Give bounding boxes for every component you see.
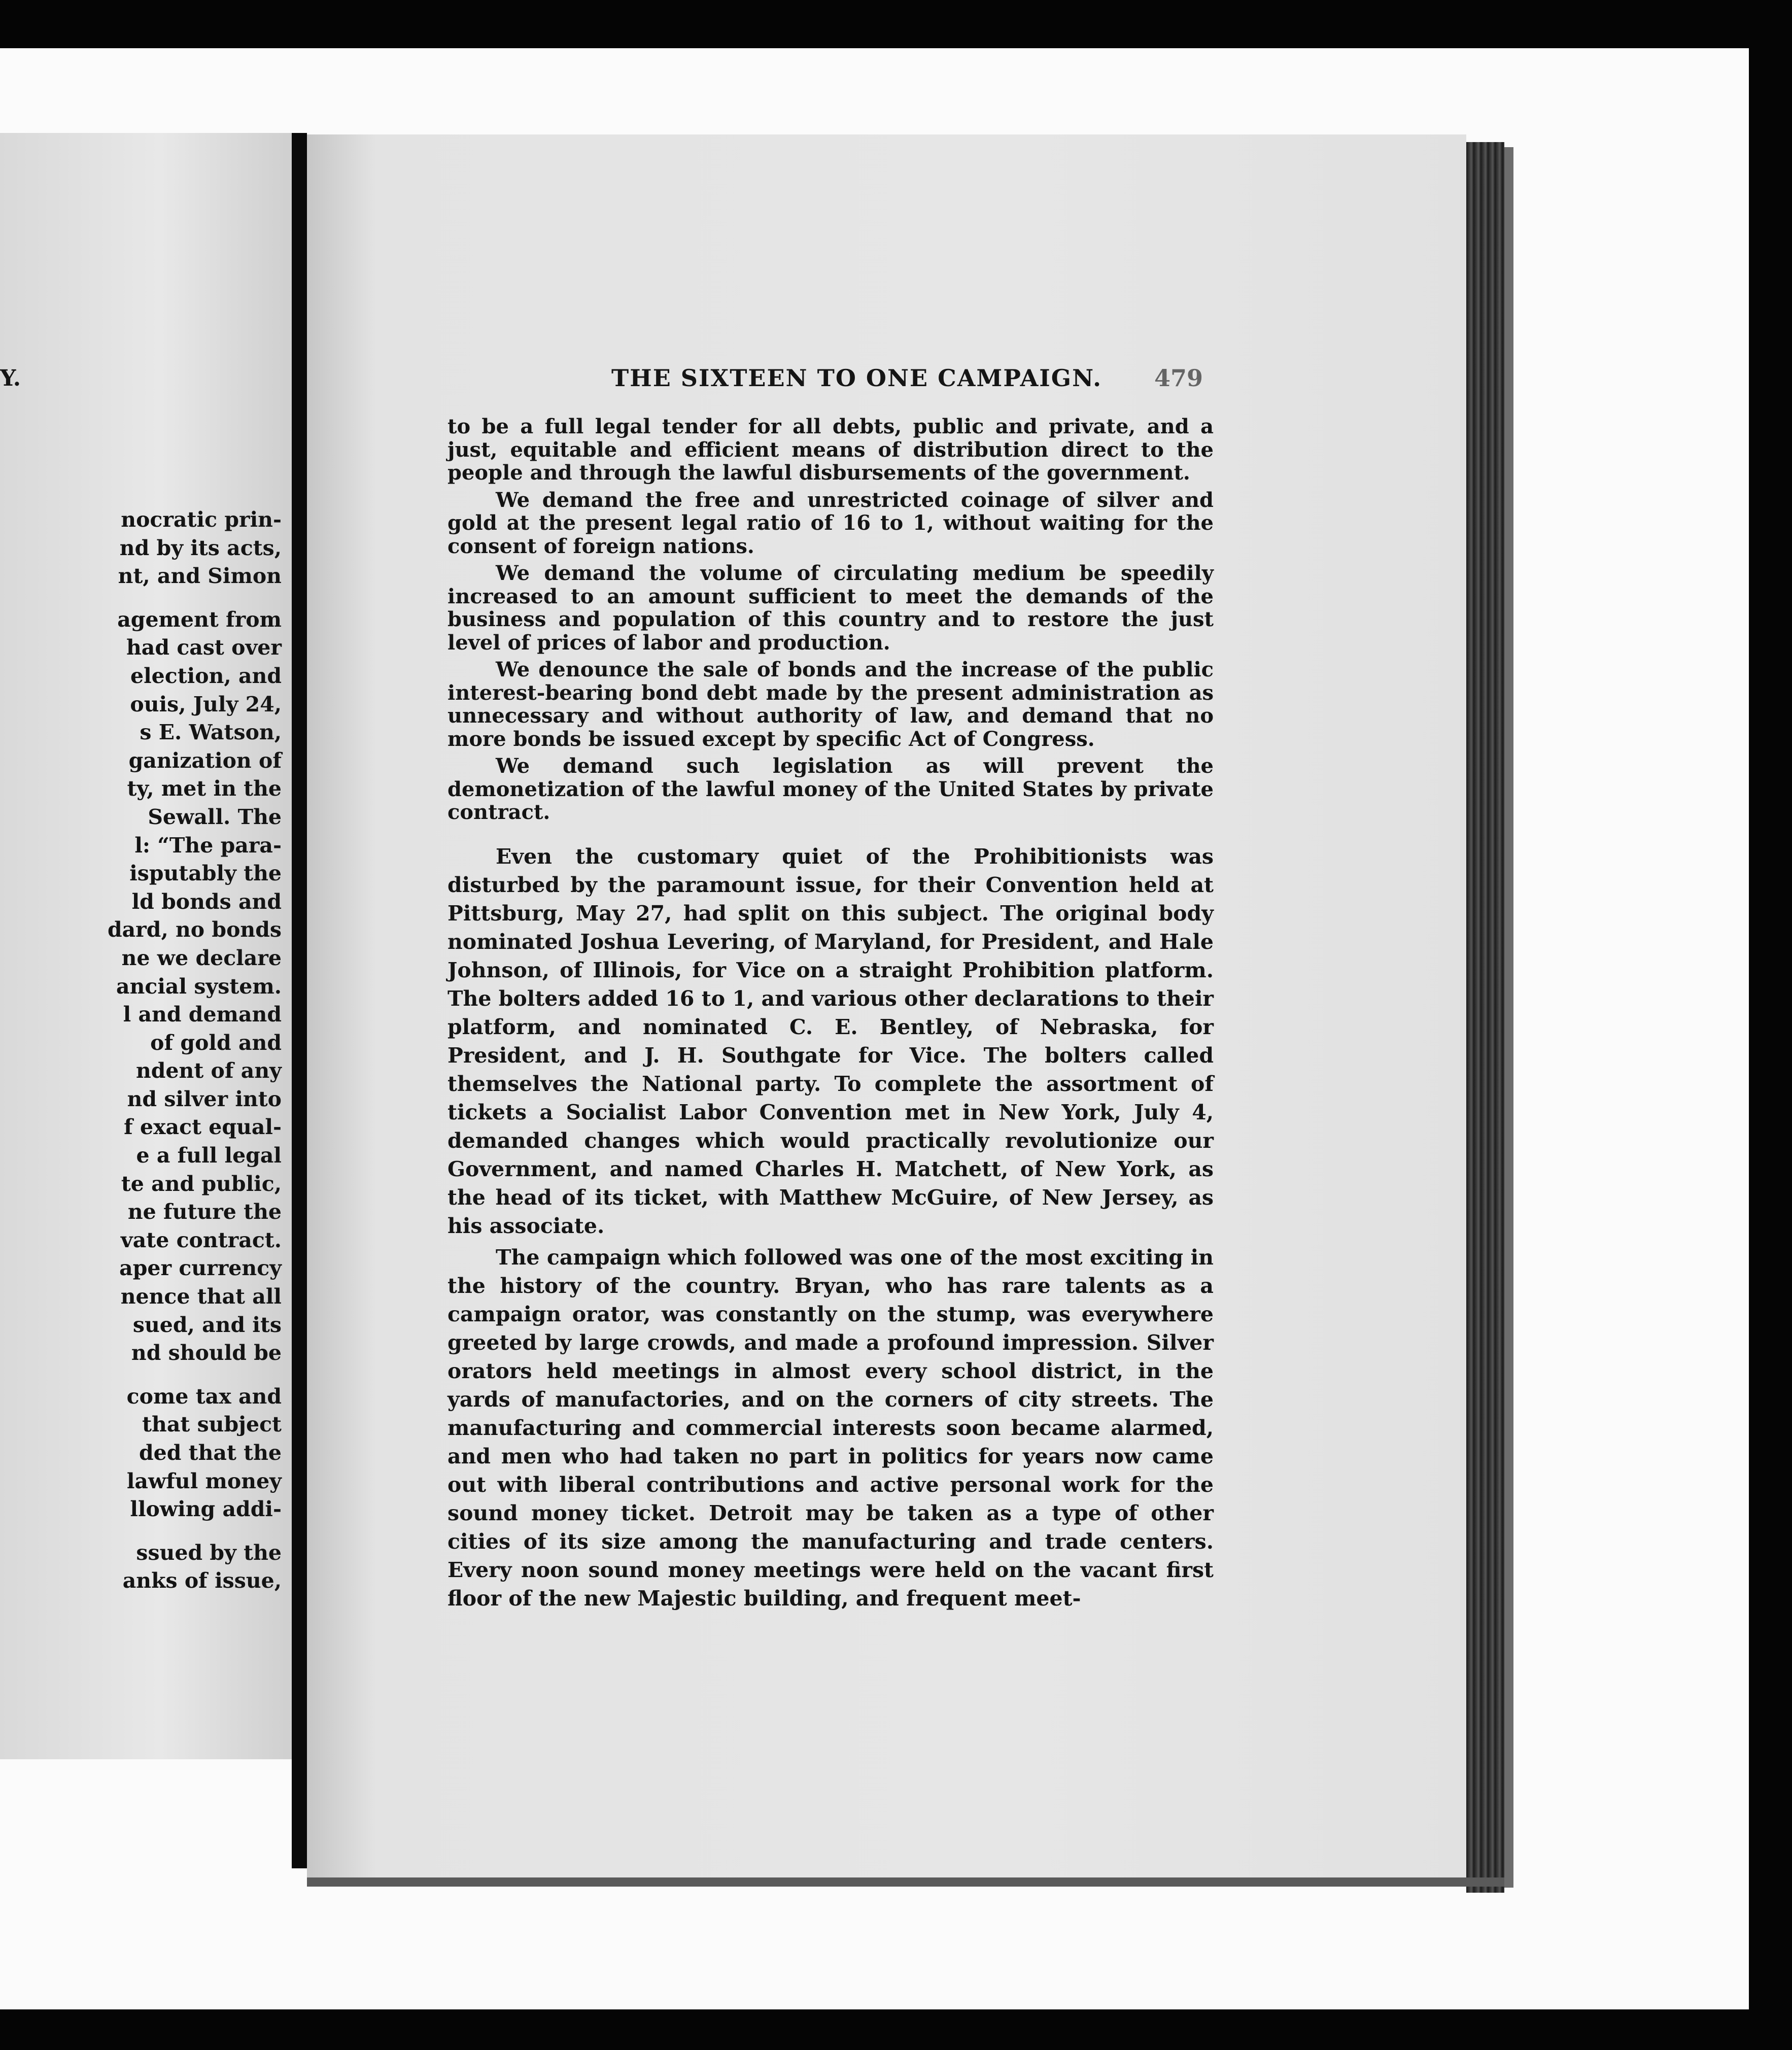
paragraph: The campaign which followed was one of the most exciting in the history of the country. Bryan, who has rare talents as a campaign orator, was constantly on the stump, was everywhere greeted by large crowds, and made a profound impression. Silver orators held meetings in almost every school district, in the yards of manufactories, and on the corners of city streets. The manufacturing and commercial interests soon became alarmed, and men who had taken no part in politics for years now came out with liberal contributions and active personal work for the sound money ticket. Detroit may be taken as a type of other cities of its size among the manufacturing and trade centers. Every noon sound money meetings were held on the vacant first floor of the new Majestic building, and frequent meet- (447, 1245, 1214, 1611)
paragraph: We demand the volume of circulating medium be speedily increased to an amount sufficient to meet the demands of the business and population of this country and to restore the just level of prices of labor and production. (447, 561, 1214, 655)
left-line: ganization of (128, 748, 282, 773)
left-line: ne future the (127, 1200, 282, 1224)
left-line: nocratic prin- (121, 507, 282, 532)
left-line: llowing addi- (130, 1497, 282, 1522)
left-line: isputably the (129, 861, 282, 886)
left-line: had cast over (126, 635, 282, 660)
left-line: ne we declare (121, 945, 282, 970)
left-line: lawful money (126, 1468, 282, 1493)
left-line: e a full legal (136, 1143, 282, 1168)
paragraph: We demand such legislation as will prevent the demonetization of the lawful money of the United States by private contract. (447, 754, 1214, 824)
page-edge-shadow (1504, 147, 1513, 1888)
left-line: ld bonds and (131, 889, 282, 914)
left-text-column (0, 506, 282, 1595)
left-page (0, 133, 292, 1759)
left-line: of gold and (150, 1030, 282, 1055)
left-line: ouis, July 24, (130, 692, 282, 716)
left-line: l: “The para- (134, 833, 282, 858)
running-head: THE SIXTEEN TO ONE CAMPAIGN. (611, 364, 1102, 392)
left-line: nd by its acts, (119, 535, 282, 560)
paragraph: to be a full legal tender for all debts, public and private, and a just, equitable and efficient means of distribution direct to the people and through the lawful disbursements of the government. (447, 415, 1214, 485)
paragraph: We demand the free and unrestricted coinage of silver and gold at the present legal ratio of 16 to 1, without waiting for the consent of foreign nations. (447, 488, 1214, 558)
left-line: Sewall. The (148, 804, 282, 829)
left-line: aper currency (119, 1256, 282, 1281)
left-running-head-fragment: Y. (0, 365, 21, 391)
page-edges (1466, 142, 1504, 1893)
left-line: vate contract. (120, 1227, 282, 1252)
left-line: ded that the (139, 1441, 282, 1465)
left-line: nt, and Simon (118, 564, 282, 589)
left-line: ssued by the (136, 1540, 282, 1565)
paragraph: We denounce the sale of bonds and the increase of the public interest-bearing bond debt made by the present administration as unnecessary and without authority of law, and demand that no more bonds be issued except by specific Act of Congress. (447, 658, 1214, 751)
page-bottom-shadow (307, 1877, 1504, 1887)
left-line: s E. Watson, (140, 720, 282, 745)
left-line: f exact equal- (124, 1115, 282, 1140)
book-gutter (292, 133, 307, 1868)
left-line: sued, and its (132, 1312, 282, 1337)
left-line: election, and (130, 663, 282, 688)
left-line: nd should be (131, 1341, 282, 1365)
left-line: nence that all (120, 1284, 282, 1309)
left-line: come tax and (126, 1384, 282, 1409)
film-border-right (1749, 0, 1792, 2050)
left-line: te and public, (121, 1171, 282, 1196)
left-line: ndent of any (135, 1058, 282, 1083)
page-number: 479 (1154, 364, 1203, 392)
left-line: ty, met in the (127, 776, 282, 801)
left-line: that subject (142, 1412, 282, 1437)
left-line: ancial system. (116, 974, 282, 999)
left-line: nd silver into (127, 1086, 282, 1111)
paragraph: Even the customary quiet of the Prohibitionists was disturbed by the paramount issue, for their Convention held at Pittsburg, May 27, had split on this subject. The original body nominated Joshua Levering, of Maryland, for President, and Hale Johnson, of Illinois, for Vice on a straight Prohibition platform. The bolters added 16 to 1, and various other declarations to their platform, and nominated C. E. Bentley, of Nebraska, for President, and J. H. Southgate for Vice. The bolters called themselves the National party. To complete the assortment of tickets a Socialist Labor Convention met in New York, July 4, demanded changes which would practically revolutionize our Government, and named Charles H. Matchett, of New York, as the head of its ticket, with Matthew McGuire, of New Jersey, as his associate. (447, 844, 1214, 1238)
left-line: agement from (117, 607, 282, 632)
left-line: dard, no bonds (107, 917, 282, 942)
body-text (447, 415, 1214, 1613)
film-border-top (0, 0, 1792, 48)
left-line: l and demand (123, 1002, 282, 1027)
film-border-bottom (0, 2009, 1792, 2050)
left-line: anks of issue, (122, 1568, 282, 1593)
